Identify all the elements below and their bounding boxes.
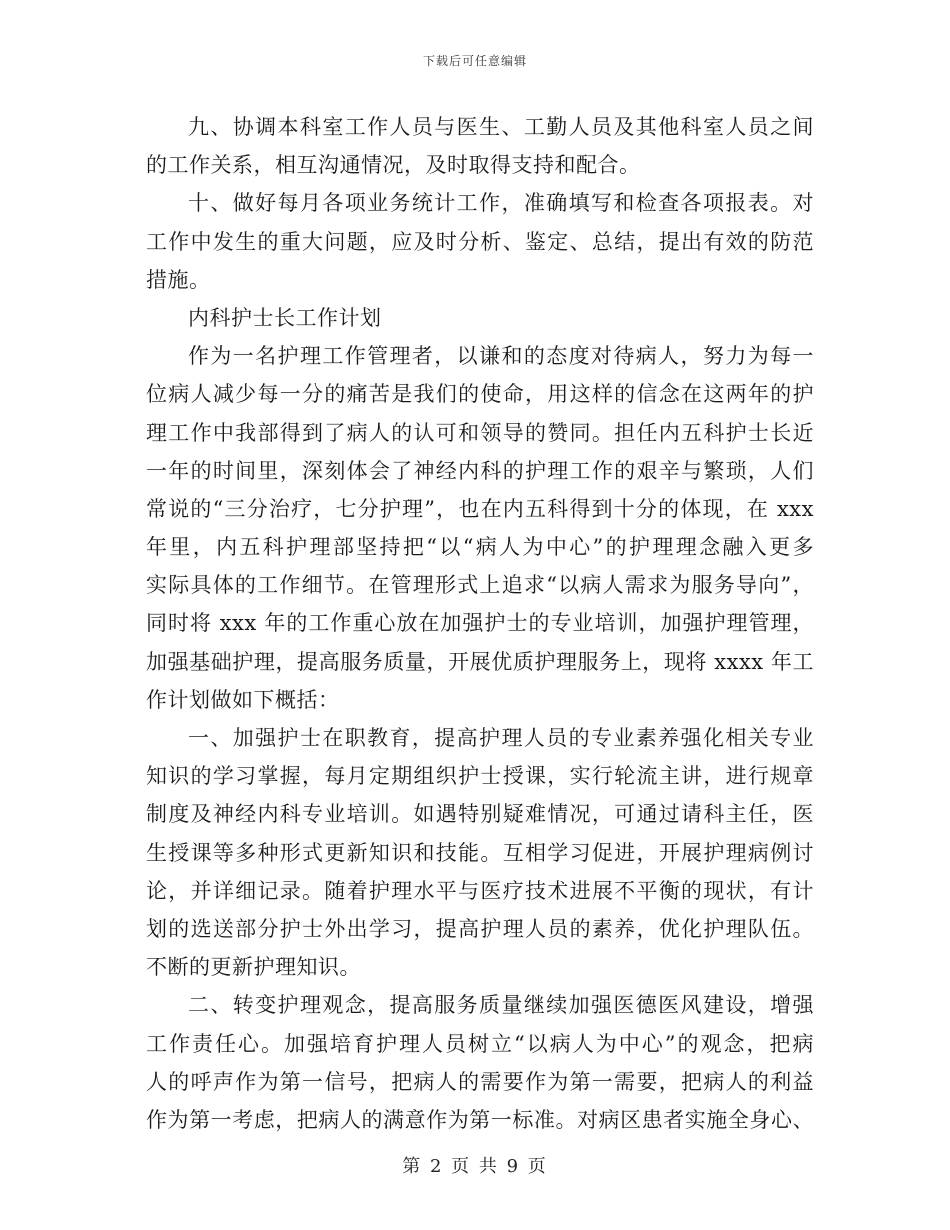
document-body xyxy=(146,108,814,1139)
text-line: 人的呼声作为第一信号，把病人的需要作为第一需要，把病人的利益 xyxy=(146,1069,814,1094)
text-line: 内科护士长工作计划 xyxy=(188,305,382,330)
text-line: 措施。 xyxy=(146,267,211,292)
text-line: 年里，内五科护理部坚持把“以“病人为中心”的护理理念融入更多 xyxy=(146,535,814,560)
text-line: 一年的时间里，深刻体会了神经内科的护理工作的艰辛与繁琐，人们 xyxy=(146,458,814,483)
page-footer: 第 2 页 共 9 页 xyxy=(402,1156,548,1177)
text-line: 位病人减少每一分的痛苦是我们的使命，用这样的信念在这两年的护 xyxy=(146,382,814,407)
text-line: 划的选送部分护士外出学习，提高护理人员的素养，优化护理队伍。 xyxy=(146,916,814,941)
text-line: 一、加强护士在职教育，提高护理人员的专业素养强化相关专业 xyxy=(188,726,814,750)
text-line: 九、协调本科室工作人员与医生、工勤人员及其他科室人员之间 xyxy=(188,115,814,139)
text-line: 常说的“三分治疗，七分护理”，也在内五科得到十分的体现，在 xxx xyxy=(146,496,814,521)
page-header: 下载后可任意编辑 xyxy=(422,54,527,68)
text-line: 论，并详细记录。随着护理水平与医疗技术进展不平衡的现状，有计 xyxy=(146,878,814,903)
text-line: 实际具体的工作细节。在管理形式上追求“以病人需求为服务导向”， xyxy=(146,573,814,598)
text-line: 十、做好每月各项业务统计工作，准确填写和检查各项报表。对 xyxy=(188,191,814,216)
text-line: 作为第一考虑，把病人的满意作为第一标准。对病区患者实施全身心、 xyxy=(146,1107,814,1132)
text-line: 作为一名护理工作管理者，以谦和的态度对待病人，努力为每一 xyxy=(188,344,814,369)
text-line: 知识的学习掌握，每月定期组织护士授课，实行轮流主讲，进行规章 xyxy=(146,764,814,789)
text-line: 同时将 xxx 年的工作重心放在加强护士的专业培训，加强护理管理， xyxy=(146,611,814,636)
text-line: 生授课等多种形式更新知识和技能。互相学习促进，开展护理病例讨 xyxy=(146,840,814,865)
text-line: 作计划做如下概括： xyxy=(146,687,340,712)
text-line: 不断的更新护理知识。 xyxy=(146,955,361,980)
text-line: 的工作关系，相互沟通情况，及时取得支持和配合。 xyxy=(146,153,641,178)
text-line: 工作中发生的重大问题，应及时分析、鉴定、总结，提出有效的防范 xyxy=(146,229,814,254)
text-line: 加强基础护理，提高服务质量，开展优质护理服务上，现将 xxxx 年工 xyxy=(146,649,814,674)
text-line: 工作责任心。加强培育护理人员树立“以病人为中心”的观念，把病 xyxy=(146,1031,814,1056)
text-line: 理工作中我部得到了病人的认可和领导的赞同。担任内五科护士长近 xyxy=(146,420,814,445)
text-line: 制度及神经内科专业培训。如遇特别疑难情况，可通过请科主任，医 xyxy=(146,802,814,827)
text-line: 二、转变护理观念，提高服务质量继续加强医德医风建设，增强 xyxy=(188,993,814,1018)
